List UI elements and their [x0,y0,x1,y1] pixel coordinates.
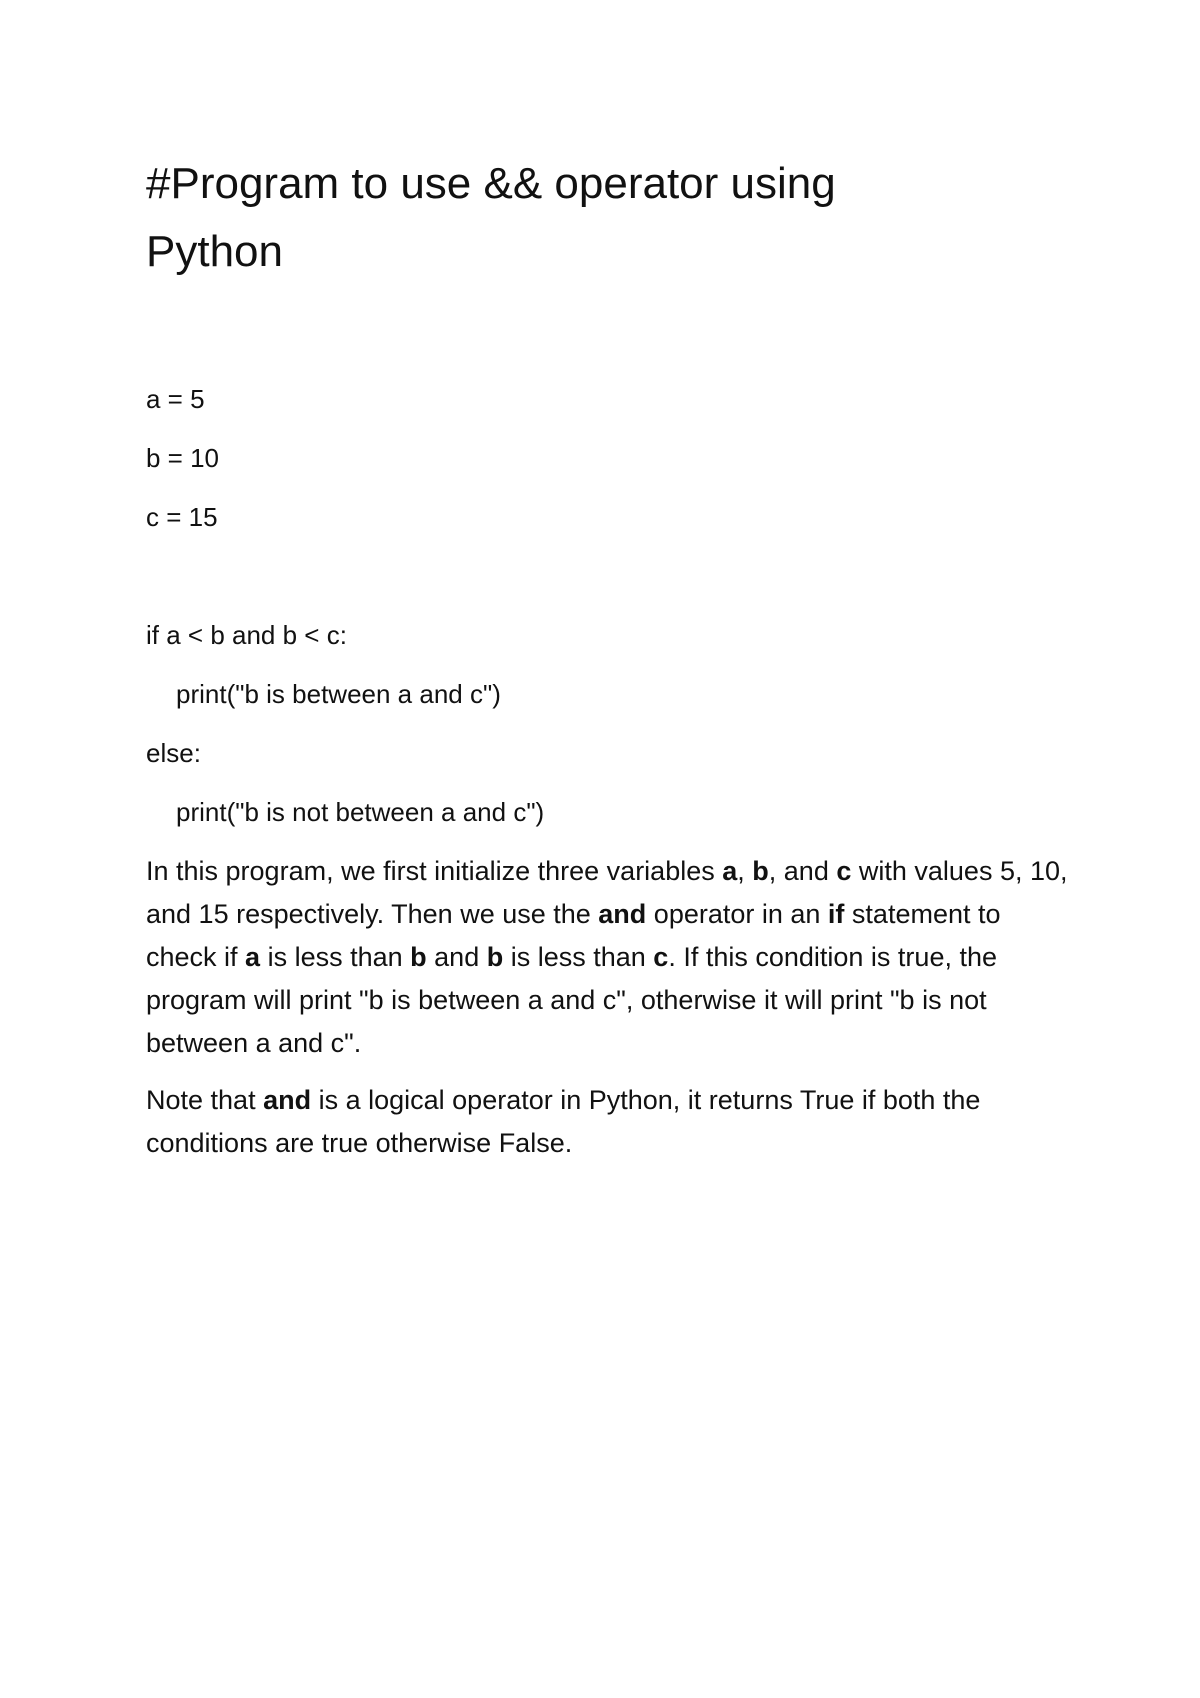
code-line: if a < b and b < c: [146,620,347,650]
bold-term: and [263,1085,312,1115]
bold-term: if [827,899,845,929]
bold-term: b [410,942,427,972]
text-run: is a logical operator in Python, it returns True if both the conditions are true otherwise False. [146,1085,981,1158]
code-line: print("b is between a and c") [176,679,501,709]
text-run: , and [768,856,837,886]
bold-term: b [486,942,504,972]
bold-term: b [752,856,769,886]
document-title: #Program to use && operator using Python [146,159,836,276]
text-run: In this program, we first initialize three variables [146,856,723,886]
text-run: operator in an [646,899,828,929]
code-line: c = 15 [146,502,218,532]
bold-term: a [722,856,738,886]
code-block [146,370,1076,842]
text-run: Note that [146,1085,264,1115]
explanation-paragraph [146,850,1076,1065]
code-line: else: [146,738,201,768]
text-run: . If this condition is true, the program will print "b is between a and c", otherwise it will print "b is not between a and c". [146,942,997,1058]
text-run: is less than [260,942,411,972]
note-paragraph [146,1079,1076,1165]
text-run: , [737,856,753,886]
bold-term: c [836,856,852,886]
code-blank-line [146,547,1076,606]
text-run: with values 5, 10, and 15 respectively. Then we use the [146,856,1068,929]
code-line: print("b is not between a and c") [176,797,545,827]
document-page [146,150,1076,1165]
bold-term: and [598,899,647,929]
text-run: and [426,942,487,972]
bold-term: c [653,942,669,972]
code-line: a = 5 [146,384,205,414]
bold-term: a [245,942,261,972]
text-run: statement to check if [146,899,1001,972]
code-line: b = 10 [146,443,220,473]
text-run: is less than [503,942,654,972]
